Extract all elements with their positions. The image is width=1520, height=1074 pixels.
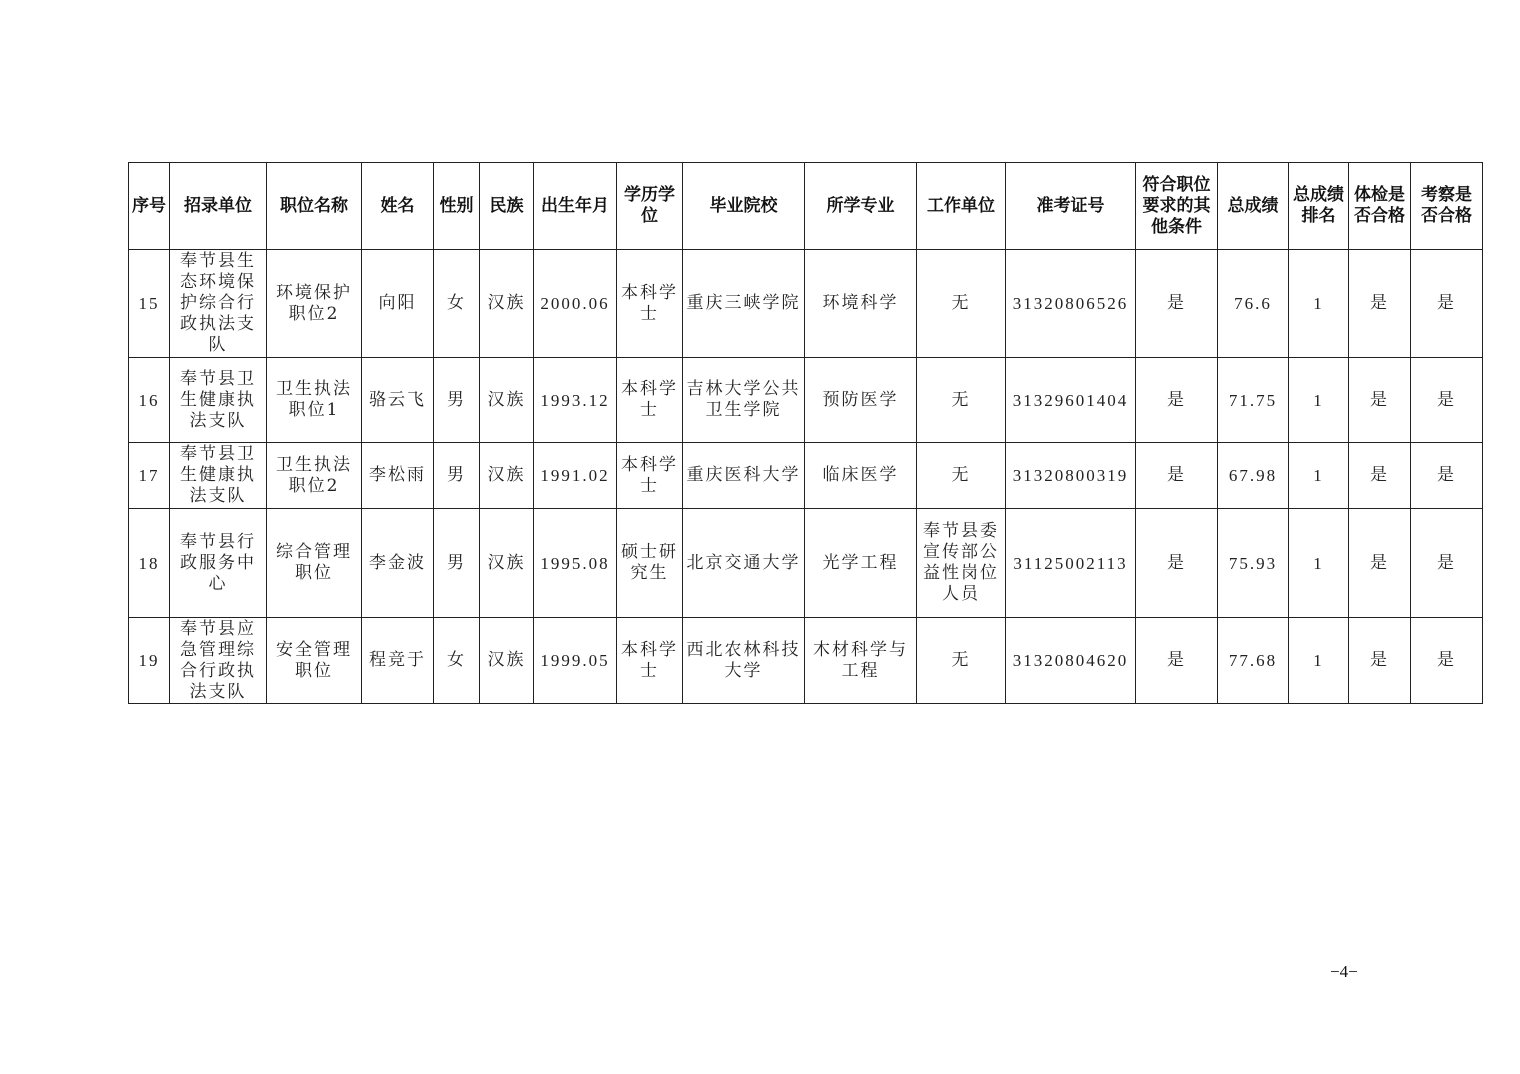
cell-inspection: 是 (1411, 250, 1483, 358)
cell-position: 安全管理职位 (267, 618, 362, 704)
cell-name: 程竞于 (362, 618, 434, 704)
cell-exam-id: 31320806526 (1006, 250, 1136, 358)
cell-rank: 1 (1289, 250, 1349, 358)
col-header-inspection: 考察是否合格 (1411, 163, 1483, 250)
cell-inspection: 是 (1411, 358, 1483, 443)
cell-medical: 是 (1349, 509, 1411, 618)
cell-school: 西北农林科技大学 (683, 618, 805, 704)
cell-inspection: 是 (1411, 509, 1483, 618)
table-row (129, 250, 1483, 358)
cell-unit: 奉节县行政服务中心 (170, 509, 267, 618)
cell-medical: 是 (1349, 358, 1411, 443)
cell-degree: 本科学士 (617, 443, 683, 509)
cell-unit: 奉节县卫生健康执法支队 (170, 358, 267, 443)
cell-index: 19 (129, 618, 170, 704)
cell-degree: 本科学士 (617, 358, 683, 443)
cell-school: 北京交通大学 (683, 509, 805, 618)
cell-rank: 1 (1289, 358, 1349, 443)
cell-position: 综合管理职位 (267, 509, 362, 618)
col-header-major: 所学专业 (805, 163, 917, 250)
cell-gender: 女 (434, 250, 480, 358)
cell-birth: 1995.08 (534, 509, 617, 618)
cell-ethnicity: 汉族 (480, 358, 534, 443)
header-row (129, 163, 1483, 250)
cell-score: 76.6 (1218, 250, 1289, 358)
cell-major: 临床医学 (805, 443, 917, 509)
cell-conditions: 是 (1136, 618, 1218, 704)
cell-exam-id: 31320804620 (1006, 618, 1136, 704)
cell-rank: 1 (1289, 509, 1349, 618)
cell-gender: 男 (434, 509, 480, 618)
cell-ethnicity: 汉族 (480, 618, 534, 704)
cell-medical: 是 (1349, 250, 1411, 358)
cell-conditions: 是 (1136, 443, 1218, 509)
cell-major: 光学工程 (805, 509, 917, 618)
cell-exam-id: 31329601404 (1006, 358, 1136, 443)
cell-conditions: 是 (1136, 509, 1218, 618)
cell-birth: 1991.02 (534, 443, 617, 509)
cell-score: 75.93 (1218, 509, 1289, 618)
col-header-medical: 体检是否合格 (1349, 163, 1411, 250)
col-header-exam-id: 准考证号 (1006, 163, 1136, 250)
cell-name: 李松雨 (362, 443, 434, 509)
cell-employer: 无 (917, 618, 1006, 704)
cell-conditions: 是 (1136, 250, 1218, 358)
cell-inspection: 是 (1411, 443, 1483, 509)
cell-degree: 本科学士 (617, 250, 683, 358)
col-header-unit: 招录单位 (170, 163, 267, 250)
cell-school: 重庆三峡学院 (683, 250, 805, 358)
col-header-school: 毕业院校 (683, 163, 805, 250)
col-header-gender: 性别 (434, 163, 480, 250)
cell-degree: 硕士研究生 (617, 509, 683, 618)
cell-ethnicity: 汉族 (480, 250, 534, 358)
cell-major: 环境科学 (805, 250, 917, 358)
col-header-birth: 出生年月 (534, 163, 617, 250)
cell-unit: 奉节县应急管理综合行政执法支队 (170, 618, 267, 704)
cell-exam-id: 31320800319 (1006, 443, 1136, 509)
col-header-ethnicity: 民族 (480, 163, 534, 250)
cell-gender: 男 (434, 358, 480, 443)
col-header-conditions: 符合职位要求的其他条件 (1136, 163, 1218, 250)
cell-gender: 女 (434, 618, 480, 704)
col-header-position: 职位名称 (267, 163, 362, 250)
cell-name: 骆云飞 (362, 358, 434, 443)
candidate-table (128, 162, 1483, 704)
cell-school: 重庆医科大学 (683, 443, 805, 509)
col-header-rank: 总成绩排名 (1289, 163, 1349, 250)
cell-ethnicity: 汉族 (480, 443, 534, 509)
cell-medical: 是 (1349, 443, 1411, 509)
cell-conditions: 是 (1136, 358, 1218, 443)
cell-name: 向阳 (362, 250, 434, 358)
cell-position: 卫生执法职位2 (267, 443, 362, 509)
cell-major: 预防医学 (805, 358, 917, 443)
cell-employer: 无 (917, 250, 1006, 358)
cell-birth: 1999.05 (534, 618, 617, 704)
cell-score: 67.98 (1218, 443, 1289, 509)
cell-score: 71.75 (1218, 358, 1289, 443)
cell-position: 卫生执法职位1 (267, 358, 362, 443)
cell-exam-id: 31125002113 (1006, 509, 1136, 618)
cell-index: 15 (129, 250, 170, 358)
cell-degree: 本科学士 (617, 618, 683, 704)
cell-employer: 无 (917, 443, 1006, 509)
col-header-degree: 学历学位 (617, 163, 683, 250)
col-header-index: 序号 (129, 163, 170, 250)
page-number: −4− (1330, 962, 1358, 981)
cell-rank: 1 (1289, 443, 1349, 509)
cell-rank: 1 (1289, 618, 1349, 704)
table-row (129, 358, 1483, 443)
cell-unit: 奉节县卫生健康执法支队 (170, 443, 267, 509)
col-header-employer: 工作单位 (917, 163, 1006, 250)
cell-name: 李金波 (362, 509, 434, 618)
col-header-name: 姓名 (362, 163, 434, 250)
cell-ethnicity: 汉族 (480, 509, 534, 618)
cell-medical: 是 (1349, 618, 1411, 704)
cell-index: 18 (129, 509, 170, 618)
table-row (129, 618, 1483, 704)
table-row (129, 443, 1483, 509)
cell-unit: 奉节县生态环境保护综合行政执法支队 (170, 250, 267, 358)
cell-index: 17 (129, 443, 170, 509)
cell-employer: 奉节县委宣传部公益性岗位人员 (917, 509, 1006, 618)
cell-employer: 无 (917, 358, 1006, 443)
col-header-score: 总成绩 (1218, 163, 1289, 250)
cell-birth: 2000.06 (534, 250, 617, 358)
cell-position: 环境保护职位2 (267, 250, 362, 358)
cell-score: 77.68 (1218, 618, 1289, 704)
cell-major: 木材科学与工程 (805, 618, 917, 704)
table-row (129, 509, 1483, 618)
cell-inspection: 是 (1411, 618, 1483, 704)
cell-index: 16 (129, 358, 170, 443)
cell-birth: 1993.12 (534, 358, 617, 443)
cell-gender: 男 (434, 443, 480, 509)
cell-school: 吉林大学公共卫生学院 (683, 358, 805, 443)
